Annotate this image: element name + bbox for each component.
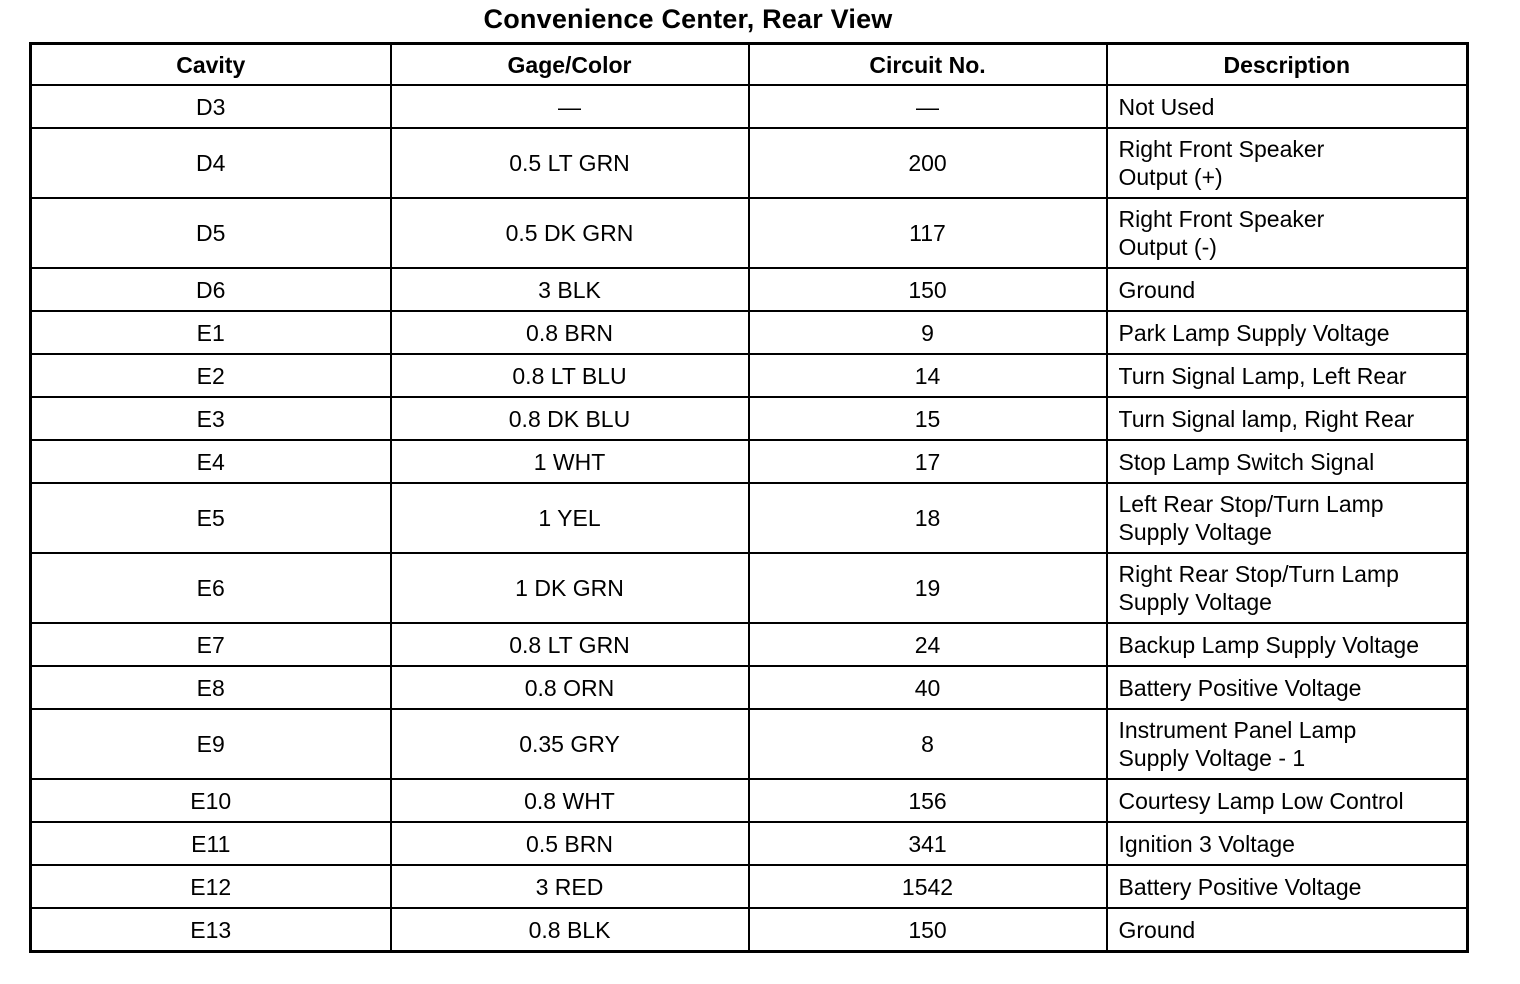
- cavity-cell: E1: [31, 311, 391, 354]
- table-row: [31, 779, 1468, 822]
- description-line: Output (+): [1118, 164, 1223, 190]
- description-line: Turn Signal lamp, Right Rear: [1118, 405, 1415, 432]
- description-cell: [1107, 85, 1468, 128]
- gage-color-cell: 1 DK GRN: [391, 553, 749, 623]
- gage-color-cell: 3 BLK: [391, 268, 749, 311]
- table-body: [31, 85, 1468, 952]
- gage-color-cell: 3 RED: [391, 865, 749, 908]
- description-cell: [1107, 440, 1468, 483]
- gage-color-cell: 0.8 WHT: [391, 779, 749, 822]
- description-line: Ignition 3 Voltage: [1118, 830, 1295, 857]
- description-cell: [1107, 553, 1468, 623]
- cavity-cell: E13: [31, 908, 391, 952]
- description-line: Stop Lamp Switch Signal: [1118, 448, 1375, 475]
- description-line: Output (-): [1118, 234, 1217, 260]
- cavity-cell: D5: [31, 198, 391, 268]
- header-row: [31, 44, 1468, 86]
- circuit-cell: 40: [749, 666, 1107, 709]
- table-row: [31, 268, 1468, 311]
- circuit-cell: 117: [749, 198, 1107, 268]
- table-row: [31, 666, 1468, 709]
- circuit-cell: 24: [749, 623, 1107, 666]
- table-row: [31, 483, 1468, 553]
- circuit-cell: 9: [749, 311, 1107, 354]
- circuit-cell: 14: [749, 354, 1107, 397]
- description-line: Backup Lamp Supply Voltage: [1118, 631, 1419, 658]
- cavity-cell: E11: [31, 822, 391, 865]
- connector-table: [29, 42, 1469, 953]
- gage-color-cell: 1 WHT: [391, 440, 749, 483]
- circuit-cell: 150: [749, 908, 1107, 952]
- description-line: Right Front Speaker: [1118, 136, 1325, 162]
- table-row: [31, 822, 1468, 865]
- table-row: [31, 908, 1468, 952]
- cavity-cell: E2: [31, 354, 391, 397]
- cavity-cell: E9: [31, 709, 391, 779]
- description-cell: [1107, 354, 1468, 397]
- description-line: Instrument Panel Lamp: [1118, 717, 1357, 743]
- circuit-cell: 1542: [749, 865, 1107, 908]
- table-row: [31, 709, 1468, 779]
- col-header-cavity: Cavity: [31, 44, 391, 86]
- description-cell: [1107, 666, 1468, 709]
- cavity-cell: D4: [31, 128, 391, 198]
- circuit-cell: 150: [749, 268, 1107, 311]
- cavity-cell: E6: [31, 553, 391, 623]
- gage-color-cell: 0.8 ORN: [391, 666, 749, 709]
- gage-color-cell: 0.8 LT BLU: [391, 354, 749, 397]
- cavity-cell: D3: [31, 85, 391, 128]
- circuit-cell: 200: [749, 128, 1107, 198]
- col-header-circuit-no: Circuit No.: [749, 44, 1107, 86]
- description-cell: [1107, 397, 1468, 440]
- table-row: [31, 128, 1468, 198]
- cavity-cell: E5: [31, 483, 391, 553]
- circuit-cell: 17: [749, 440, 1107, 483]
- gage-color-cell: 0.35 GRY: [391, 709, 749, 779]
- table-row: [31, 198, 1468, 268]
- table-title: Convenience Center, Rear View: [483, 4, 893, 34]
- gage-color-cell: 0.5 BRN: [391, 822, 749, 865]
- cavity-cell: D6: [31, 268, 391, 311]
- cavity-cell: E12: [31, 865, 391, 908]
- description-cell: [1107, 268, 1468, 311]
- circuit-cell: 15: [749, 397, 1107, 440]
- cavity-cell: E7: [31, 623, 391, 666]
- description-line: Supply Voltage - 1: [1118, 745, 1306, 771]
- description-line: Right Rear Stop/Turn Lamp: [1118, 561, 1399, 587]
- gage-color-cell: 0.8 BRN: [391, 311, 749, 354]
- description-cell: [1107, 709, 1468, 779]
- description-cell: [1107, 779, 1468, 822]
- description-cell: [1107, 908, 1468, 952]
- gage-color-cell: 0.8 LT GRN: [391, 623, 749, 666]
- description-line: Courtesy Lamp Low Control: [1118, 787, 1404, 814]
- table-row: [31, 623, 1468, 666]
- description-cell: [1107, 311, 1468, 354]
- description-line: Not Used: [1118, 93, 1215, 120]
- gage-color-cell: 0.5 LT GRN: [391, 128, 749, 198]
- table-row: [31, 553, 1468, 623]
- table-row: [31, 397, 1468, 440]
- description-cell: [1107, 865, 1468, 908]
- description-cell: [1107, 483, 1468, 553]
- description-line: Turn Signal Lamp, Left Rear: [1118, 362, 1407, 389]
- table-row: [31, 311, 1468, 354]
- gage-color-cell: —: [391, 85, 749, 128]
- description-line: Supply Voltage: [1118, 589, 1272, 615]
- circuit-cell: 18: [749, 483, 1107, 553]
- description-cell: [1107, 128, 1468, 198]
- description-line: Right Front Speaker: [1118, 206, 1325, 232]
- gage-color-cell: 0.8 BLK: [391, 908, 749, 952]
- description-line: Battery Positive Voltage: [1118, 674, 1362, 701]
- description-cell: [1107, 623, 1468, 666]
- description-cell: [1107, 198, 1468, 268]
- description-line: Left Rear Stop/Turn Lamp: [1118, 491, 1384, 517]
- cavity-cell: E4: [31, 440, 391, 483]
- table-row: [31, 440, 1468, 483]
- gage-color-cell: 1 YEL: [391, 483, 749, 553]
- circuit-cell: 341: [749, 822, 1107, 865]
- gage-color-cell: 0.5 DK GRN: [391, 198, 749, 268]
- circuit-cell: 8: [749, 709, 1107, 779]
- col-header-description: Description: [1107, 44, 1468, 86]
- table-row: [31, 354, 1468, 397]
- description-line: Ground: [1118, 276, 1196, 303]
- circuit-cell: —: [749, 85, 1107, 128]
- description-line: Park Lamp Supply Voltage: [1118, 319, 1390, 346]
- table-row: [31, 85, 1468, 128]
- description-line: Ground: [1118, 916, 1196, 943]
- circuit-cell: 156: [749, 779, 1107, 822]
- circuit-cell: 19: [749, 553, 1107, 623]
- col-header-gage-color: Gage/Color: [391, 44, 749, 86]
- gage-color-cell: 0.8 DK BLU: [391, 397, 749, 440]
- description-cell: [1107, 822, 1468, 865]
- cavity-cell: E3: [31, 397, 391, 440]
- cavity-cell: E10: [31, 779, 391, 822]
- cavity-cell: E8: [31, 666, 391, 709]
- table-row: [31, 865, 1468, 908]
- description-line: Supply Voltage: [1118, 519, 1272, 545]
- description-line: Battery Positive Voltage: [1118, 873, 1362, 900]
